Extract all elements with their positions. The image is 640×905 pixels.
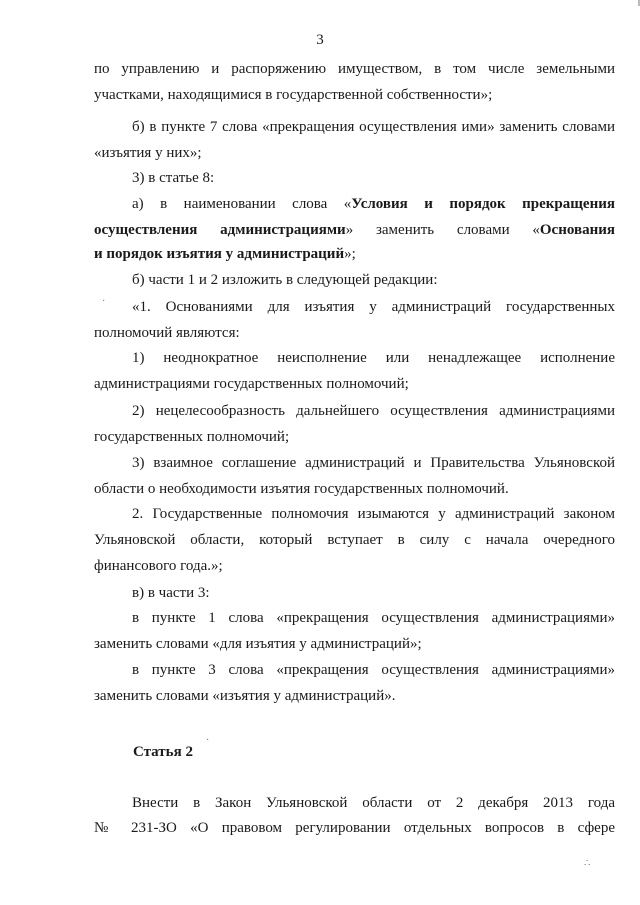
text-line — [94, 241, 615, 267]
scan-dot: · — [102, 296, 106, 307]
text-line: в пункте 3 слова «прекращения осуществления администрациями» — [132, 662, 615, 678]
text-line: участками, находящимися в государственной собственности»; — [94, 87, 493, 103]
scan-dot: ∴ — [584, 858, 591, 869]
scan-dot: · — [206, 735, 210, 746]
text-line: «1. Основаниями для изъятия у администраций государственных — [132, 299, 615, 315]
text-line: администрациями государственных полномочий; — [94, 376, 409, 392]
text-line: полномочий являются: — [94, 325, 240, 341]
text-line: в пункте 1 слова «прекращения осуществления администрациями» — [132, 610, 615, 626]
text-line: 1) неоднократное неисполнение или ненадлежащее исполнение — [132, 350, 615, 366]
text-line: заменить словами «изъятия у администраций». — [94, 688, 396, 704]
text-line: № 231-ЗО «О правовом регулировании отдельных вопросов в сфере — [94, 820, 615, 836]
text-run: »; — [344, 246, 356, 262]
text-line: б) в пункте 7 слова «прекращения осуществления ими» заменить словами — [132, 119, 615, 135]
text-line: государственных полномочий; — [94, 429, 290, 445]
text-line: 2) нецелесообразность дальнейшего осуществления администрациями — [132, 403, 615, 419]
bold-run: Условия и порядок прекращения — [351, 196, 615, 212]
text-line: 2. Государственные полномочия изымаются у администраций законом — [132, 506, 615, 522]
text-line — [94, 191, 615, 217]
text-line: «изъятия у них»; — [94, 145, 202, 161]
text-line: Ульяновской области, который вступает в силу с начала очередного — [94, 532, 615, 548]
text-line: заменить словами «для изъятия у администраций»; — [94, 636, 422, 652]
bold-run: Основания — [539, 222, 615, 238]
text-line: Внести в Закон Ульяновской области от 2 декабря 2013 года — [132, 795, 615, 811]
bold-run: и порядок изъятия у администраций — [94, 246, 345, 262]
article-heading: Статья 2 — [133, 744, 193, 760]
text-line: по управлению и распоряжению имуществом, в том числе земельными — [94, 61, 615, 77]
text-line: 3) взаимное соглашение администраций и Правительства Ульяновской — [132, 455, 615, 471]
page-number: 3 — [316, 32, 324, 48]
text-run: » заменить словами « — [345, 222, 540, 238]
text-line: финансового года.»; — [94, 558, 223, 574]
text-line: в) в части 3: — [132, 585, 210, 601]
text-line — [94, 217, 615, 243]
text-line: б) части 1 и 2 изложить в следующей редакции: — [132, 272, 438, 288]
text-line: 3) в статье 8: — [132, 170, 215, 186]
text-run: а) в наименовании слова « — [132, 196, 352, 212]
bold-run: осуществления администрациями — [94, 222, 346, 238]
text-line: области о необходимости изъятия государственных полномочий. — [94, 481, 509, 497]
